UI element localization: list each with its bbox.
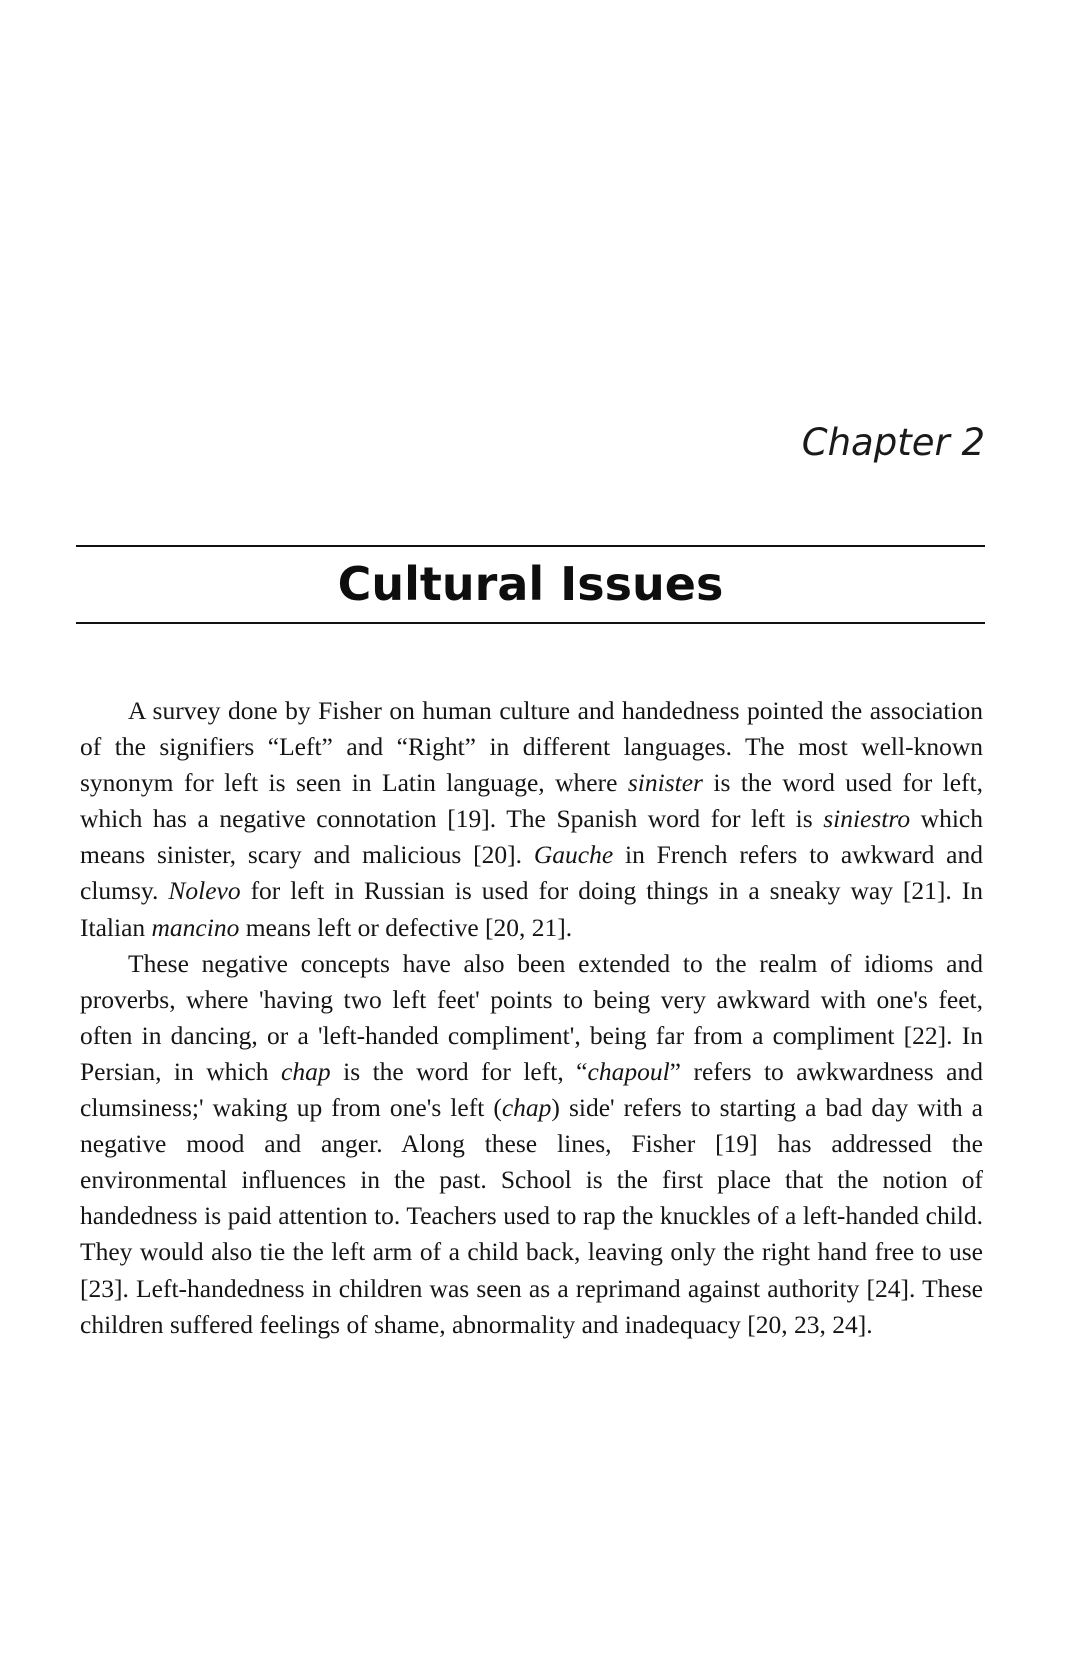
italic-term: sinister — [627, 768, 703, 798]
text-segment: ) side' refers to starting a bad day with a negative mood and anger. Along these lines, Fisher [19] has addressed the environmental influences in the past. School is the first place that the notion of handedness is paid attention to. Teachers used to rap the knuckles of a left-handed child. They would also tie the left arm of a child back, leaving only the right hand free to use [23]. Left-handedness in children was seen as a reprimand against authority [24]. These children suffered feelings of shame, abnormality and inadequacy [20, 23, 24]. — [80, 1093, 983, 1339]
italic-term: Gauche — [533, 840, 614, 870]
text-segment: These negative concepts have also been extended to the realm of idioms and proverbs, where 'having two left feet' points to being very awkward with one's feet, often in dancing, or a 'left-handed compliment', being far from a compliment [22]. In Persian, in which — [80, 948, 983, 1086]
text-segment: for left in Russian is used for doing things in a sneaky way [21]. In Italian — [80, 876, 983, 942]
italic-term: chapoul — [587, 1056, 670, 1086]
text-segment: means left or defective [20, 21]. — [239, 912, 573, 942]
chapter-label: Chapter 2 — [801, 421, 985, 464]
italic-term: chap — [501, 1093, 552, 1123]
italic-term: siniestro — [823, 804, 911, 834]
title-bottom-rule — [76, 622, 985, 624]
text-segment: ” refers to awkwardness and clumsiness;' waking up from one's left ( — [80, 1056, 983, 1123]
text-segment: which means sinister, scary and malicious [20]. — [80, 804, 983, 870]
body-text — [80, 693, 983, 1343]
text-segment: in French refers to awkward and clumsy. — [80, 840, 983, 906]
paragraph-2 — [80, 946, 983, 1343]
paragraph-1 — [80, 693, 983, 946]
italic-term: mancino — [151, 912, 240, 942]
chapter-title: Cultural Issues — [337, 557, 724, 611]
title-top-rule — [76, 545, 985, 547]
text-segment: is the word for left, “ — [330, 1056, 588, 1086]
italic-term: chap — [281, 1056, 331, 1086]
text-segment: A survey done by Fisher on human culture and handedness pointed the association of the signifiers “Left” and “Right” in different languages. The most well-known synonym for left is seen in Latin language, where — [80, 696, 983, 798]
text-segment: is the word used for left, which has a negative connotation [19]. The Spanish word for left is — [80, 768, 983, 834]
italic-term: Nolevo — [168, 876, 241, 906]
